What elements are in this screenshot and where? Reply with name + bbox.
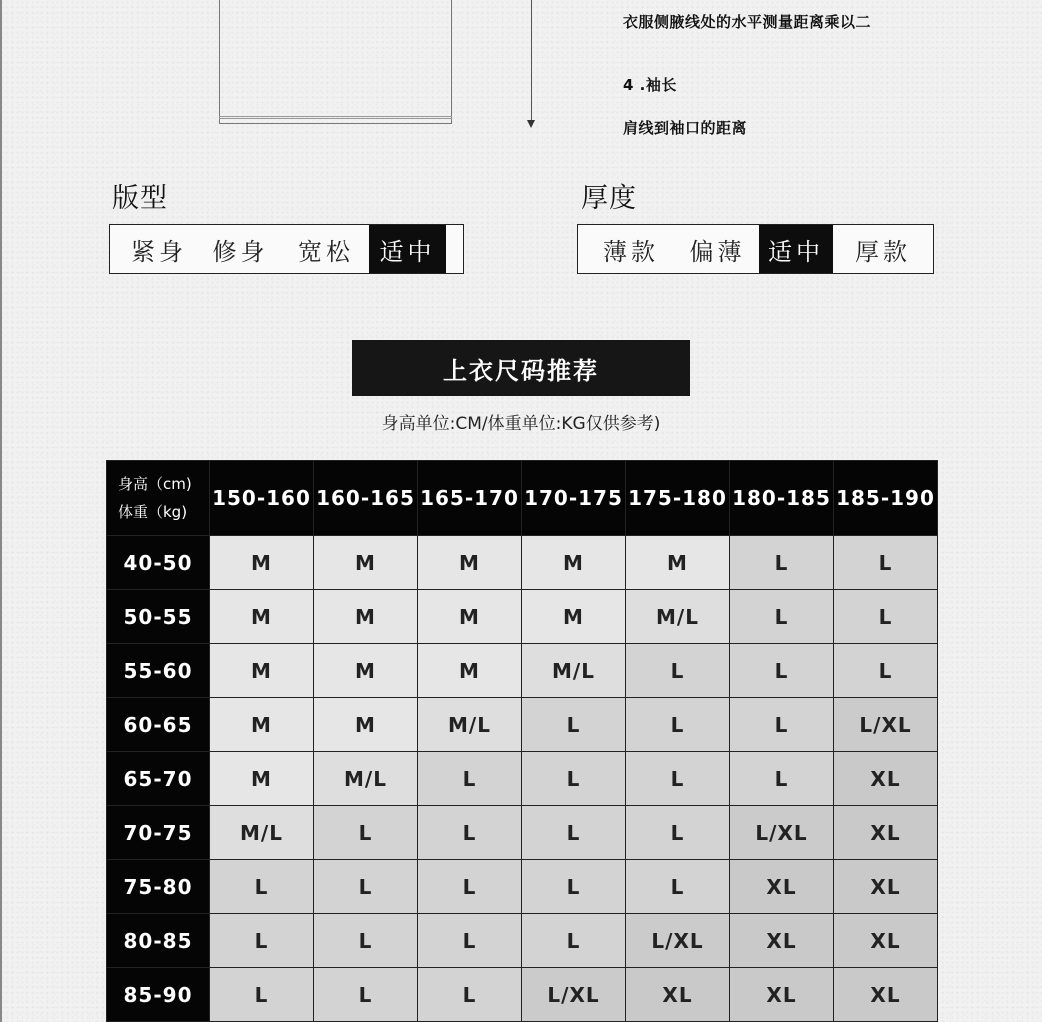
size-cell: L/XL — [834, 698, 938, 752]
size-cell: XL — [834, 860, 938, 914]
table-row — [107, 860, 938, 914]
size-cell: L — [626, 860, 730, 914]
size-chart-table — [106, 460, 938, 1022]
fit-option[interactable]: 紧身 — [131, 237, 187, 266]
height-header: 165-170 — [418, 461, 522, 536]
size-cell: M — [314, 536, 418, 590]
size-cell: L — [834, 590, 938, 644]
table-corner-cell — [107, 461, 210, 536]
size-cell: L — [834, 644, 938, 698]
size-cell: L — [626, 644, 730, 698]
height-header: 160-165 — [314, 461, 418, 536]
size-cell: L — [314, 968, 418, 1022]
weight-row-header: 75-80 — [107, 860, 210, 914]
size-cell: XL — [730, 860, 834, 914]
fit-option[interactable]: 宽松 — [298, 237, 354, 266]
size-cell: M — [210, 536, 314, 590]
size-cell: XL — [626, 968, 730, 1022]
garment-hem-line — [219, 116, 452, 119]
size-cell: L — [730, 698, 834, 752]
size-cell: M — [314, 644, 418, 698]
size-cell: L — [210, 968, 314, 1022]
size-cell: L — [730, 590, 834, 644]
size-cell: L — [418, 968, 522, 1022]
height-header: 185-190 — [834, 461, 938, 536]
sleeve-measure-description: 肩线到袖口的距离 — [623, 119, 748, 137]
sleeve-measure-title: 4 .袖长 — [623, 76, 677, 94]
fit-title: 版型 — [112, 183, 168, 214]
size-cell: M — [314, 590, 418, 644]
fit-option[interactable]: 修身 — [212, 237, 269, 266]
size-cell: L — [314, 860, 418, 914]
size-cell: L — [626, 752, 730, 806]
size-cell: L — [626, 698, 730, 752]
size-cell: M/L — [418, 698, 522, 752]
size-cell: M/L — [626, 590, 730, 644]
size-cell: M — [210, 752, 314, 806]
size-cell: L — [418, 914, 522, 968]
size-cell: XL — [730, 968, 834, 1022]
size-cell: M — [418, 590, 522, 644]
size-cell: XL — [834, 806, 938, 860]
size-cell: L — [314, 806, 418, 860]
table-row — [107, 914, 938, 968]
size-cell: L/XL — [626, 914, 730, 968]
weight-row-header: 80-85 — [107, 914, 210, 968]
size-cell: L — [522, 806, 626, 860]
size-cell: XL — [834, 752, 938, 806]
sleeve-length-measure-line — [531, 0, 532, 122]
height-header: 175-180 — [626, 461, 730, 536]
size-cell: M — [210, 590, 314, 644]
size-cell: L — [834, 536, 938, 590]
size-cell: L — [314, 914, 418, 968]
size-cell: XL — [834, 914, 938, 968]
chest-measure-description: 衣服侧腋线处的水平测量距离乘以二 — [623, 13, 872, 31]
table-row — [107, 968, 938, 1022]
arrow-down-icon — [527, 120, 535, 128]
table-row — [107, 644, 938, 698]
size-cell: L/XL — [730, 806, 834, 860]
unit-note: 身高单位:CM/体重单位:KG仅供参考) — [381, 414, 661, 434]
fit-option[interactable]: 适中 — [369, 225, 446, 273]
size-cell: M — [522, 536, 626, 590]
size-chart-banner: 上衣尺码推荐 — [352, 340, 690, 396]
table-row — [107, 536, 938, 590]
size-cell: L — [730, 644, 834, 698]
size-cell: L — [210, 860, 314, 914]
size-cell: L — [522, 914, 626, 968]
size-cell: M — [210, 698, 314, 752]
table-row — [107, 752, 938, 806]
size-cell: L — [730, 536, 834, 590]
size-cell: L — [626, 806, 730, 860]
size-cell: L — [418, 860, 522, 914]
weight-row-header: 85-90 — [107, 968, 210, 1022]
size-cell: M/L — [314, 752, 418, 806]
size-cell: M — [314, 698, 418, 752]
size-cell: L — [730, 752, 834, 806]
size-cell: XL — [730, 914, 834, 968]
size-cell: M — [418, 644, 522, 698]
size-cell: M — [522, 590, 626, 644]
weight-row-header: 50-55 — [107, 590, 210, 644]
size-cell: M/L — [522, 644, 626, 698]
size-cell: L/XL — [522, 968, 626, 1022]
garment-outline-diagram — [219, 0, 452, 124]
thickness-title: 厚度 — [581, 183, 637, 214]
weight-row-header: 60-65 — [107, 698, 210, 752]
thickness-option[interactable]: 偏薄 — [689, 237, 746, 266]
thickness-option[interactable]: 适中 — [759, 225, 833, 273]
size-cell: L — [418, 806, 522, 860]
weight-row-header: 40-50 — [107, 536, 210, 590]
size-cell: M — [210, 644, 314, 698]
corner-weight-label: 体重（kg) — [118, 503, 188, 521]
table-row — [107, 698, 938, 752]
table-header-row — [107, 461, 938, 536]
size-cell: L — [418, 752, 522, 806]
weight-row-header: 55-60 — [107, 644, 210, 698]
size-cell: M — [626, 536, 730, 590]
thickness-selector — [577, 224, 934, 274]
size-cell: L — [210, 914, 314, 968]
weight-row-header: 70-75 — [107, 806, 210, 860]
thickness-option[interactable]: 厚款 — [855, 237, 911, 266]
size-cell: XL — [834, 968, 938, 1022]
size-cell: M/L — [210, 806, 314, 860]
thickness-option[interactable]: 薄款 — [603, 237, 659, 266]
height-header: 150-160 — [210, 461, 314, 536]
table-row — [107, 590, 938, 644]
weight-row-header: 65-70 — [107, 752, 210, 806]
page-left-border — [0, 0, 2, 1022]
corner-height-label: 身高（cm) — [118, 475, 192, 493]
height-header: 170-175 — [522, 461, 626, 536]
table-row — [107, 806, 938, 860]
size-cell: L — [522, 860, 626, 914]
fit-selector — [109, 224, 464, 274]
height-header: 180-185 — [730, 461, 834, 536]
size-cell: M — [418, 536, 522, 590]
size-cell: L — [522, 752, 626, 806]
size-cell: L — [522, 698, 626, 752]
